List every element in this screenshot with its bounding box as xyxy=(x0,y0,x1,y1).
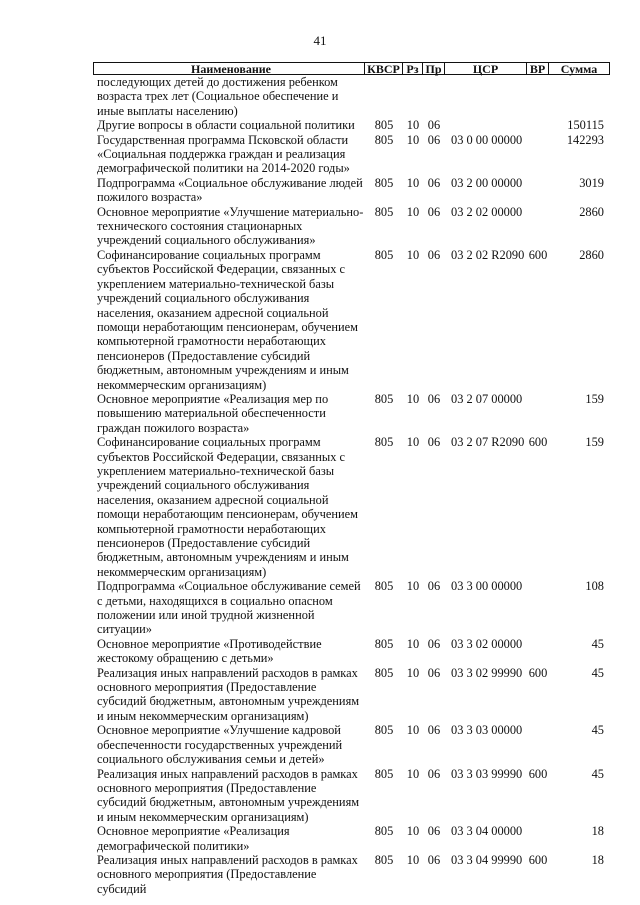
table-row xyxy=(93,666,610,724)
header-name: Наименование xyxy=(93,62,365,75)
cell-sum: 2860 xyxy=(579,204,604,219)
cell-rz: 10 xyxy=(406,766,420,781)
cell-csr: 03 2 00 00000 xyxy=(451,175,523,190)
cell-name: Основное мероприятие «Реализация мер по повышению материальной обеспеченности граждан пожилого возраста» xyxy=(97,391,329,435)
cell-csr: 03 3 03 99990 xyxy=(451,766,523,781)
cell-sum: 18 xyxy=(591,852,604,867)
budget-table xyxy=(93,62,610,896)
cell-name: Основное мероприятие «Улучшение кадровой обеспеченности государственных учреждений социального обслуживания семьи и детей» xyxy=(97,723,343,767)
cell-sum: 18 xyxy=(591,824,604,839)
table-row xyxy=(93,853,610,896)
cell-kvsr: 805 xyxy=(374,636,394,651)
cell-pr: 06 xyxy=(427,435,441,450)
cell-kvsr: 805 xyxy=(374,132,394,147)
cell-vr: 600 xyxy=(528,435,548,450)
cell-kvsr: 805 xyxy=(374,766,394,781)
cell-kvsr: 805 xyxy=(374,391,394,406)
cell-sum: 108 xyxy=(585,579,604,594)
table-row xyxy=(93,392,610,435)
table-row xyxy=(93,118,610,132)
cell-name: Софинансирование социальных программ субъектов Российской Федерации, связанных с укреплением материально-технической базы учреждений социального обслуживания населения, оказанием адресной социальной помощи неработающим пенсионерам, обучением компьютерной грамотности неработающих пенсионеров (Предоставление субсидий бюджетным, автономным учреждениям и иным некоммерческим организациям) xyxy=(97,435,358,579)
cell-name: Реализация иных направлений расходов в рамках основного мероприятия (Предоставление субсидий xyxy=(97,852,358,896)
cell-name: Подпрограмма «Социальное обслуживание семей с детьми, находящихся в социально опасном положении или иной трудной жизненной ситуации» xyxy=(97,579,361,637)
cell-name: Основное мероприятие «Противодействие жестокому обращению с детьми» xyxy=(97,636,322,666)
cell-rz: 10 xyxy=(406,852,420,867)
header-csr: ЦСР xyxy=(445,62,527,75)
cell-pr: 06 xyxy=(427,118,441,133)
cell-sum: 3019 xyxy=(579,175,604,190)
cell-csr: 03 2 02 00000 xyxy=(451,204,523,219)
cell-sum: 142293 xyxy=(566,132,604,147)
cell-rz: 10 xyxy=(406,435,420,450)
cell-pr: 06 xyxy=(427,391,441,406)
cell-rz: 10 xyxy=(406,175,420,190)
cell-name: Основное мероприятие «Реализация демографической политики» xyxy=(97,824,290,853)
table-row xyxy=(93,248,610,392)
cell-pr: 06 xyxy=(427,579,441,594)
cell-pr: 06 xyxy=(427,636,441,651)
cell-name: Реализация иных направлений расходов в рамках основного мероприятия (Предоставление субсидий бюджетным, автономным учреждениям и иным некоммерческим организациям) xyxy=(97,665,360,723)
cell-rz: 10 xyxy=(406,391,420,406)
cell-rz: 10 xyxy=(406,665,420,680)
cell-rz: 10 xyxy=(406,636,420,651)
cell-rz: 10 xyxy=(406,204,420,219)
cell-sum: 45 xyxy=(591,636,604,651)
table-row xyxy=(93,723,610,766)
cell-csr: 03 0 00 00000 xyxy=(451,132,523,147)
cell-rz: 10 xyxy=(406,824,420,839)
table-row xyxy=(93,75,610,118)
cell-pr: 06 xyxy=(427,175,441,190)
table-row xyxy=(93,824,610,853)
table-header xyxy=(93,62,610,75)
table-body xyxy=(93,75,610,896)
cell-pr: 06 xyxy=(427,247,441,262)
table-row xyxy=(93,176,610,205)
cell-kvsr: 805 xyxy=(374,579,394,594)
cell-pr: 06 xyxy=(427,132,441,147)
cell-csr: 03 2 07 00000 xyxy=(451,391,523,406)
table-row xyxy=(93,133,610,176)
table-row xyxy=(93,205,610,248)
cell-csr: 03 3 03 00000 xyxy=(451,723,523,738)
header-rz: Рз xyxy=(403,62,423,75)
cell-csr: 03 3 02 99990 xyxy=(451,665,523,680)
cell-rz: 10 xyxy=(406,118,420,133)
cell-rz: 10 xyxy=(406,723,420,738)
cell-kvsr: 805 xyxy=(374,118,394,133)
cell-kvsr: 805 xyxy=(374,723,394,738)
cell-name: Государственная программа Псковской области «Социальная поддержка граждан и реализация демографической политики на 2014-2020 годы» xyxy=(97,132,350,176)
cell-pr: 06 xyxy=(427,204,441,219)
table-row xyxy=(93,435,610,579)
cell-pr: 06 xyxy=(427,723,441,738)
cell-csr: 03 2 02 R2090 xyxy=(451,247,525,262)
cell-sum: 45 xyxy=(591,766,604,781)
cell-pr: 06 xyxy=(427,824,441,839)
cell-rz: 10 xyxy=(406,579,420,594)
cell-sum: 45 xyxy=(591,723,604,738)
header-vr: ВР xyxy=(527,62,549,75)
cell-sum: 159 xyxy=(585,435,604,450)
cell-csr: 03 3 04 00000 xyxy=(451,824,523,839)
cell-csr: 03 3 00 00000 xyxy=(451,579,523,594)
cell-name: Софинансирование социальных программ субъектов Российской Федерации, связанных с укреплением материально-технической базы учреждений социального обслуживания населения, оказанием адресной социальной помощи неработающим пенсионерам, обучением компьютерной грамотности неработающих пенсионеров (Предоставление субсидий бюджетным, автономным учреждениям и иным некоммерческим организациям) xyxy=(97,247,358,392)
cell-pr: 06 xyxy=(427,665,441,680)
cell-name: последующих детей до достижения ребенком возраста трех лет (Социальное обеспечение и иные выплаты населению) xyxy=(97,75,339,118)
cell-vr: 600 xyxy=(528,247,548,262)
cell-kvsr: 805 xyxy=(374,175,394,190)
cell-sum: 2860 xyxy=(579,247,604,262)
header-kvsr: КВСР xyxy=(365,62,403,75)
cell-sum: 45 xyxy=(591,665,604,680)
cell-name: Основное мероприятие «Улучшение материально-технического состояния стационарных учреждений социального обслуживания» xyxy=(97,204,364,248)
cell-kvsr: 805 xyxy=(374,247,394,262)
cell-pr: 06 xyxy=(427,766,441,781)
cell-csr: 03 3 02 00000 xyxy=(451,636,523,651)
cell-csr: 03 3 04 99990 xyxy=(451,852,523,867)
cell-pr: 06 xyxy=(427,852,441,867)
table-row xyxy=(93,637,610,666)
cell-vr: 600 xyxy=(528,852,548,867)
cell-name: Подпрограмма «Социальное обслуживание людей пожилого возраста» xyxy=(97,175,363,205)
cell-kvsr: 805 xyxy=(374,435,394,450)
cell-rz: 10 xyxy=(406,132,420,147)
cell-kvsr: 805 xyxy=(374,852,394,867)
cell-sum: 150115 xyxy=(567,118,604,133)
cell-kvsr: 805 xyxy=(374,204,394,219)
table-row xyxy=(93,767,610,825)
page-number: 41 xyxy=(313,33,327,48)
cell-vr: 600 xyxy=(528,665,548,680)
cell-name: Другие вопросы в области социальной политики xyxy=(97,118,355,133)
cell-name: Реализация иных направлений расходов в рамках основного мероприятия (Предоставление субсидий бюджетным, автономным учреждениям и иным некоммерческим организациям) xyxy=(97,766,360,824)
cell-kvsr: 805 xyxy=(374,665,394,680)
table-row xyxy=(93,579,610,637)
cell-vr: 600 xyxy=(528,766,548,781)
header-sum: Сумма xyxy=(549,62,610,75)
cell-csr: 03 2 07 R2090 xyxy=(451,435,525,450)
cell-kvsr: 805 xyxy=(374,824,394,839)
cell-rz: 10 xyxy=(406,247,420,262)
header-pr: Пр xyxy=(423,62,445,75)
cell-sum: 159 xyxy=(585,391,604,406)
